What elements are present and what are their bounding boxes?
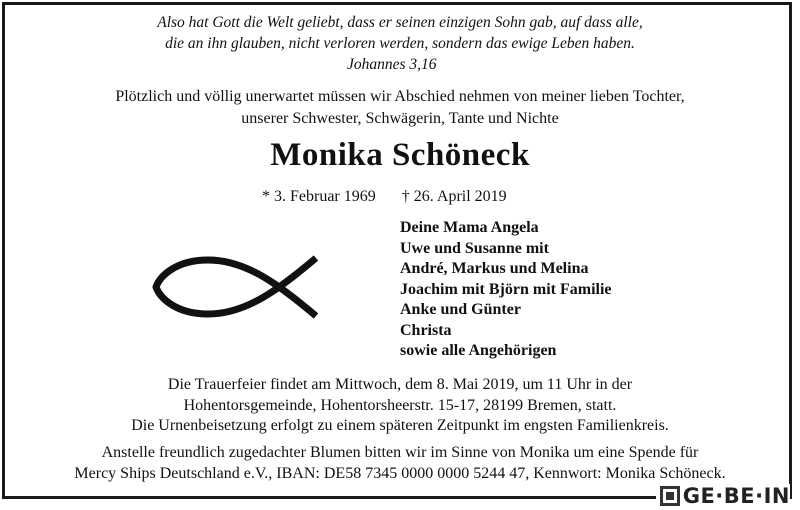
verse-reference: Johannes 3,16 bbox=[347, 56, 437, 73]
intro-text bbox=[0, 86, 800, 130]
ichthys-fish-icon bbox=[150, 252, 322, 322]
gebein-logo bbox=[656, 484, 790, 508]
verse-line: die an ihn glauben, nicht verloren werden, sondern das ewige Leben haben. bbox=[165, 35, 635, 52]
mourner-item: Deine Mama Angela bbox=[400, 219, 539, 236]
service-line: Die Trauerfeier findet am Mittwoch, dem 8. Mai 2019, um 11 Uhr in der bbox=[167, 376, 633, 393]
intro-line: Plötzlich und völlig unerwartet müssen wir Abschied nehmen von meiner lieben Tochter, bbox=[115, 88, 685, 105]
gebein-logo-text: GE·BE·IN bbox=[682, 484, 790, 508]
verse-line: Also hat Gott die Welt geliebt, dass er seinen einzigen Sohn gab, auf dass alle, bbox=[157, 14, 643, 31]
service-info bbox=[0, 375, 800, 437]
donation-line: Mercy Ships Deutschland e.V., IBAN: DE58 7345 0000 0000 5244 47, Kennwort: Monika Schöneck. bbox=[74, 464, 726, 482]
mourners-list bbox=[400, 218, 612, 362]
mourner-item: Anke und Günter bbox=[400, 301, 521, 318]
birth-date: * 3. Februar 1969 bbox=[262, 188, 376, 205]
service-line: Hohentorsgemeinde, Hohentorsheerstr. 15-17, 28199 Bremen, statt. bbox=[183, 396, 617, 414]
intro-line: unserer Schwester, Schwägerin, Tante und Nichte bbox=[241, 110, 559, 127]
life-dates bbox=[262, 186, 507, 208]
death-date: † 26. April 2019 bbox=[401, 188, 507, 205]
mourner-item: sowie alle Angehörigen bbox=[400, 342, 557, 359]
gebein-logo-icon bbox=[660, 486, 680, 506]
mourner-item: André, Markus und Melina bbox=[400, 260, 589, 277]
donation-line: Anstelle freundlich zugedachter Blumen bitten wir im Sinne von Monika um eine Spende für bbox=[101, 444, 699, 461]
service-line: Die Urnenbeisetzung erfolgt zu einem späteren Zeitpunkt im engsten Familienkreis. bbox=[131, 417, 669, 434]
mourner-item: Uwe und Susanne mit bbox=[400, 239, 549, 257]
bible-verse bbox=[0, 12, 800, 54]
mourner-item: Joachim mit Björn mit Familie bbox=[400, 280, 612, 298]
mourner-item: Christa bbox=[400, 321, 452, 339]
donation-info bbox=[0, 443, 800, 484]
deceased-name: Monika Schöneck bbox=[270, 137, 530, 173]
